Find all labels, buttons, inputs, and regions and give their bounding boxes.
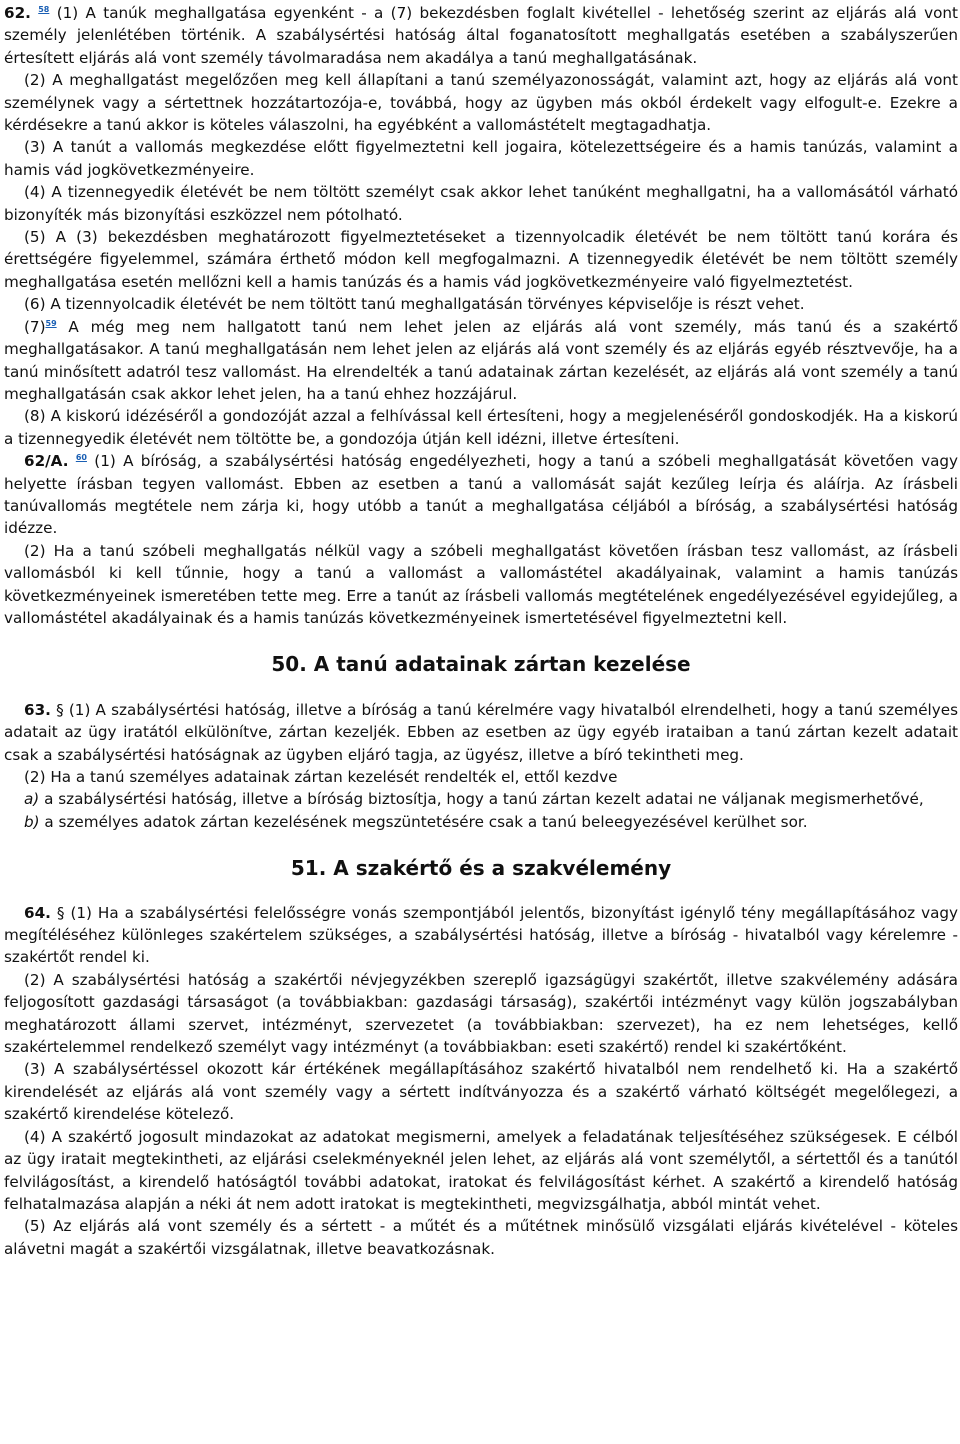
document-page [4,2,958,1260]
section-64-number: 64. [24,903,51,922]
section-64-para-5: (5) Az eljárás alá vont személy és a sértett - a műtét és a műtétnek minősülő vizsgálati eljárás kivételével - köteles alávetni magát a szakértői vizsgálatnak, illetve beavatkozásnak. [4,1217,958,1258]
section-sign: § [56,903,65,922]
section-62-para-4: (4) A tizennegyedik életévét be nem töltött személyt csak akkor lehet tanúként meghallgatni, ha a vallomásától várható bizonyíték más bizonyítási eszközzel nem pótolható. [4,183,958,224]
section-sign: § [56,700,64,719]
point-a-text: a szabálysértési hatóság, illetve a bíróság biztosítja, hogy a tanú zártan kezelt adatai ne váljanak megismerhetővé, [44,790,924,809]
section-64-text-1: (1) Ha a szabálysértési felelősségre vonás szempontjából jelentős, bizonyítást igénylő tény megállapításához vagy megítéléséhez különleges szakértelem szükséges, a szabálysértési hatóság, illetve a bíróság - hivatalból vagy kérelemre - szakértőt rendel ki. [4,903,959,967]
para-7-label: (7) [24,317,46,336]
section-62a-para-2: (2) Ha a tanú szóbeli meghallgatás nélkül vagy a szóbeli meghallgatást követően írásban tesz vallomást, az írásbeli vallomásból ki kell tűnnie, hogy a tanú a vallomást a vallomástétel akadályainak, valamint a hamis tanúzás következményeinek ismeretében tette meg. Erre a tanút az írásbeli vallomás megtételének engedélyezésével egyidejűleg, a vallomástétel akadályainak és a hamis tanúzás következményeinek ismertetésével figyelmeztetni kell. [4,541,958,627]
heading-50-wrapper [4,629,958,698]
point-b-label: b) [24,812,40,831]
section-62a-para-1 [4,450,958,540]
section-62-para-6: (6) A tizennyolcadik életévét be nem töltött tanú meghallgatásán törvényes képviselője is részt vehet. [24,295,805,314]
section-64-para-1 [4,902,958,969]
section-62-number: 62. [4,4,31,22]
point-b-text: a személyes adatok zártan kezelésének megszüntetésére csak a tanú beleegyezésével kerülhet sor. [44,812,808,831]
section-64-para-2: (2) A szabálysértési hatóság a szakértői névjegyzékben szereplő igazságügyi szakértőt, illetve szakvélemény adására feljogosított gazdasági társaságot (a továbbiakban: gazdasági társaság), szakértői intézményt vagy külön jogszabályban meghatározott állami szervet, intézményt, szervezetet (a továbbiakban: szervezet), ha ez nem lehetséges, kellő szakértelemmel rendelkező személyt vagy intézményt (a továbbiakban: eseti szakértő) rendel ki szakértőként. [4,970,958,1057]
section-64-para-3: (3) A szabálysértéssel okozott kár értékének megállapításához szakértő hivatalból nem rendelhető ki. Ha a szakértő kirendelését az eljárás alá vont személy vagy a sértett indítványozza és a szakértő várható költségét megelőlegezi, a szakértő kirendelése kötelező. [4,1060,958,1124]
section-62-para-1 [4,2,958,69]
section-62-text-1: (1) A tanúk meghallgatása egyenként - a (7) bekezdésben foglalt kivétellel - lehetőség szerint az eljárás alá vont személy jelenlétében történik. A szabálysértési hatóság által foganatosított meghallgatás esetében a szabályszerűen értesített eljárás alá vont személy távolmaradása nem akadálya a tanú meghallgatásának. [4,4,959,67]
point-a-label: a) [24,790,40,809]
section-62-para-3: (3) A tanút a vallomás megkezdése előtt figyelmeztetni kell jogaira, kötelezettségeire és a hamis tanúzás, valamint a hamis vád jogkövetkezményeire. [4,138,958,179]
section-63-para-1 [4,699,958,766]
section-63-point-a [4,788,958,810]
section-62-para-7 [4,316,958,406]
section-64-para-4: (4) A szakértő jogosult mindazokat az adatokat megismerni, amelyek a feladatának teljesítéséhez szükségesek. E célból az ügy iratait megtekintheti, az eljárási cselekményeknél jelen lehet, az eljárás alá vont személytől, a sértettől és a tanútól felvilágosítást, a kirendelő hatóságtól további adatokat, iratokat és felvilágosítást kérhet. A szakértő a kirendelő hatóság felhatalmazása alapján a néki át nem adott iratokat is megtekintheti, megvizsgálhatja, abból mintát vehet. [4,1127,958,1213]
section-62-text-7: A még meg nem hallgatott tanú nem lehet jelen az eljárás alá vont személy, más tanú és a szakértő meghallgatásakor. A tanú meghallgatásán nem lehet jelen az eljárás alá vont személy és az eljárás egyéb résztvevője, ha a tanú minősített adatról tesz vallomást. Ha elrendelték a tanú adatainak zártan kezelését, az eljárás alá vont személy a tanú meghallgatásán csak akkor lehet jelen, ha a tanú ehhez hozzájárul. [4,317,959,403]
section-62a-text-1: (1) A bíróság, a szabálysértési hatóság engedélyezheti, hogy a tanú a szóbeli meghallgatását követően vagy helyette írásban tegyen vallomást. Ebben az esetben a tanú a vallomását saját kezűleg leírja és aláírja. Az írásbeli tanúvallomás megtétele nem zárja ki, hogy utóbb a tanút a meghallgatása céljából a bíróság, a szabálysértési hatóság idézze. [4,452,959,538]
section-62a-number: 62/A. [24,452,69,471]
section-63-point-b [4,811,958,833]
section-63-para-2: (2) Ha a tanú személyes adatainak zártan kezelését rendelték el, ettől kezdve [24,768,618,786]
section-62-para-8: (8) A kiskorú idézéséről a gondozóját azzal a felhívással kell értesíteni, hogy a megjelenéséről gondoskodjék. Ha a kiskorú a tizennegyedik életévét nem töltötte be, a gondozója útján kell idézni, illetve értesíteni. [4,407,958,448]
heading-section-51: 51. A szakértő és a szakvélemény [290,856,672,881]
footnote-60-link[interactable]: 60 [75,453,87,463]
section-63-number: 63. [24,700,51,719]
heading-section-50: 50. A tanú adatainak zártan kezelése [271,652,691,677]
footnote-59-link[interactable]: 59 [45,318,57,328]
section-62-para-2: (2) A meghallgatást megelőzően meg kell állapítani a tanú személyazonosságát, valamint azt, hogy az eljárás alá vont személynek vagy a sértettnek hozzátartozója-e, továbbá, hogy az ügyben más okból érdekelt vagy elfogult-e. Ezekre a kérdésekre a tanú akkor is köteles válaszolni, ha egyébként a vallomástételt megtagadhatja. [4,71,958,135]
footnote-58-link[interactable]: 58 [38,4,50,14]
section-63-text-1: (1) A szabálysértési hatóság, illetve a bíróság a tanú kérelmére vagy hivatalból elrendelheti, hogy a tanú személyes adatait az ügy iratától elkülönítve, zártan kezeljék. Ebben az esetben az ügy egyéb irataiban a tanú zártan kezelt adatait csak a szabálysértési hatóságnak az ügyben eljáró tagja, az ügyész, illetve a bíró tekintheti meg. [4,700,959,764]
section-62-para-5: (5) A (3) bekezdésben meghatározott figyelmeztetéseket a tizennyolcadik életévét be nem töltött tanú korára és érettségére figyelemmel, számára érthető módon kell megfogalmazni. A tizennegyedik életévét be nem töltött személy meghallgatása esetén mellőzni kell a hamis tanúzás és a hamis vád jogkövetkezményeire való figyelmeztetést. [4,228,958,291]
heading-51-wrapper [4,833,958,901]
